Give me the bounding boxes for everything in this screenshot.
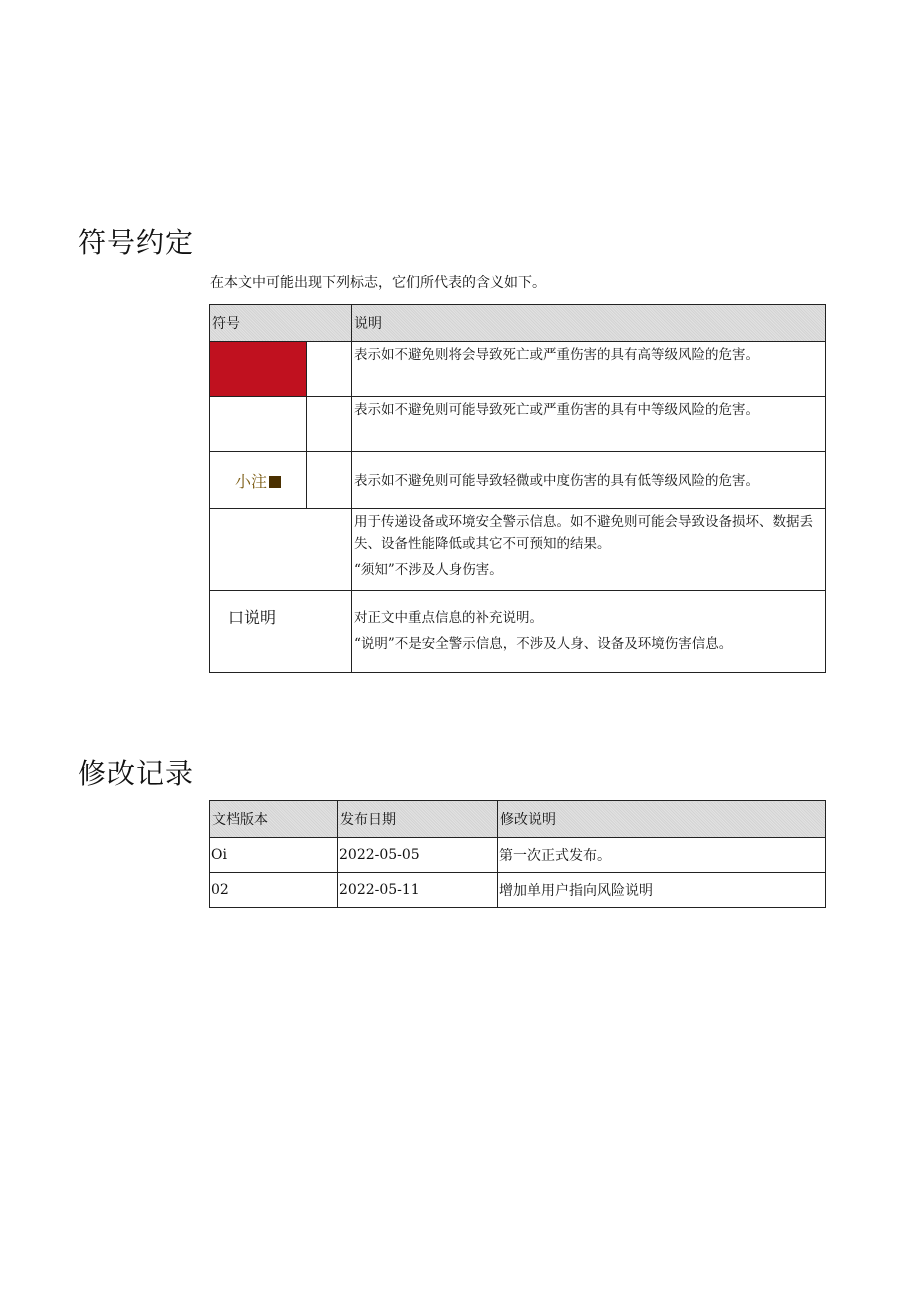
version-cell: 02: [210, 873, 338, 908]
warning-description: 表示如不避免则可能导致死亡或严重伤害的具有中等级风险的危害。: [352, 397, 826, 452]
symbol-spacer-cell: [307, 397, 352, 452]
symbols-intro-text: 在本文中可能出现下列标志，它们所代表的含义如下。: [210, 275, 546, 291]
danger-description: 表示如不避免则将会导致死亡或严重伤害的具有高等级风险的危害。: [352, 342, 826, 397]
table-row: [210, 838, 826, 873]
revision-section-title: 修改记录: [78, 757, 195, 790]
symbols-section-title: 符号约定: [78, 226, 195, 259]
notice-description: 用于传递设备或环境安全警示信息。如不避免则可能会导致设备损坏、数据丢失、设备性能降低或其它不可预知的结果。 “须知”不涉及人身伤害。: [352, 509, 826, 591]
notice-symbol: [210, 509, 352, 591]
header-version: 文档版本: [210, 801, 338, 838]
caution-symbol: 小注: [210, 452, 307, 509]
table-header-row: [210, 305, 826, 342]
symbol-spacer-cell: [307, 342, 352, 397]
table-row: [210, 591, 826, 673]
table-row: [210, 873, 826, 908]
table-row: [210, 342, 826, 397]
notes-cell: 第一次正式发布。: [498, 838, 826, 873]
caution-square-icon: [269, 476, 281, 488]
symbol-convention-table: [209, 304, 826, 673]
table-header-row: [210, 801, 826, 838]
revision-history-table: [209, 800, 826, 908]
table-row: [210, 509, 826, 591]
note-description: 对正文中重点信息的补充说明。 “说明”不是安全警示信息，不涉及人身、设备及环境伤害信息。: [352, 591, 826, 673]
caution-description: 表示如不避免则可能导致轻微或中度伤害的具有低等级风险的危害。: [352, 452, 826, 509]
symbol-spacer-cell: [307, 452, 352, 509]
table-row: [210, 397, 826, 452]
header-notes: 修改说明: [498, 801, 826, 838]
header-date: 发布日期: [338, 801, 498, 838]
danger-symbol: [210, 342, 307, 397]
table-row: [210, 452, 826, 509]
warning-symbol: [210, 397, 307, 452]
version-cell: Oi: [210, 838, 338, 873]
date-cell: 2022-05-11: [338, 873, 498, 908]
date-cell: 2022-05-05: [338, 838, 498, 873]
header-description: 说明: [352, 305, 826, 342]
notes-cell: 增加单用户指向风险说明: [498, 873, 826, 908]
note-symbol: 口说明: [210, 591, 352, 673]
header-symbol: 符号: [210, 305, 352, 342]
